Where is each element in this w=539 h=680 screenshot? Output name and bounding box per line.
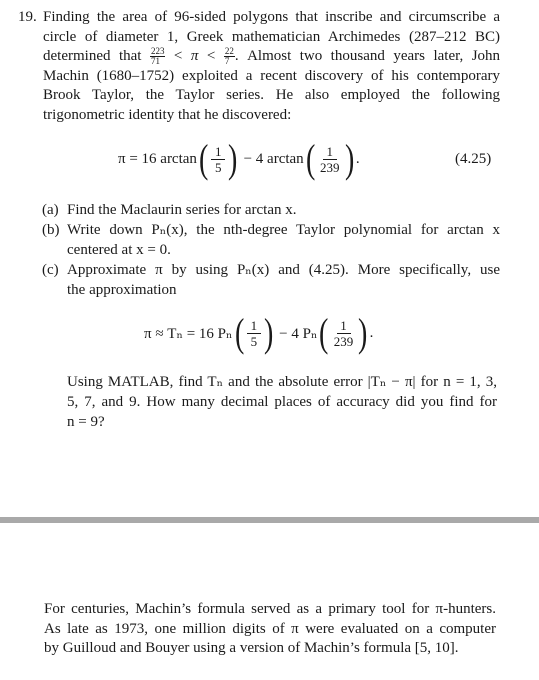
fraction-22-7: $\frac{22}{7}$	[224, 46, 234, 67]
part-c-instructions: Using MATLAB, find Tₙ and the absolute error |Tₙ − π| for n = 1, 3, 5, 7, and 9. How many decimal places of accuracy did you find for n = 9?	[67, 374, 497, 430]
equation-number: (4.25)	[455, 151, 492, 167]
part-b: (b) Write down Pₙ(x), the nth-degree Taylor polynomial for arctan x centered at x = 0.	[42, 222, 500, 258]
problem-19	[18, 8, 500, 126]
problem-number: 19.	[18, 9, 37, 25]
equation-approximation: π ≈ Tₙ = 16 Pₙ ( 1 5 ) − 4 Pₙ ( 1 239 ) .	[144, 310, 374, 355]
statement-line: trigonometric identity that he discovered:	[43, 106, 292, 123]
statement-line: circle of diameter 1, Greek mathematician Archimedes (287–212 BC)	[43, 28, 500, 45]
historical-note: For centuries, Machin’s formula served as a primary tool for π-hunters. As late as 1973, one million digits of π were evaluated on a computer by Guilloud and Bouyer using a version of Machin’s formula [5, 10].	[44, 601, 496, 656]
problem-parts	[42, 200, 500, 300]
fraction-1-239: 1 239	[333, 317, 354, 349]
fraction-1-5: 1 5	[211, 144, 225, 175]
equation-4-25: π = 16 arctan ( 1 5 ) − 4 arctan ( 1 239 ) .	[118, 136, 360, 181]
part-a: (a) Find the Maclaurin series for arctan x.	[42, 202, 297, 218]
statement-line: Brook Taylor, the Taylor series. He also employed the following	[43, 87, 500, 104]
statement-line-inequality: determined that $\frac{223}{71}$ < π < $\frac{22}{7}$ . Almost two thousand years later, John	[43, 46, 501, 67]
statement-line: Machin (1680–1752) exploited a recent discovery of his contemporary	[43, 67, 500, 84]
fraction-1-5: 1 5	[247, 318, 261, 349]
part-c: (c) Approximate π by using Pₙ(x) and (4.25). More specifically, use the approximation	[42, 262, 500, 298]
fraction-223-71: $\frac{223}{71}$	[150, 46, 165, 67]
page-divider	[0, 517, 539, 523]
fraction-1-239: 1 239	[320, 143, 340, 175]
statement-line: Finding the area of 96-sided polygons that inscribe and circumscribe a	[43, 9, 500, 25]
problem-statement	[43, 8, 500, 126]
